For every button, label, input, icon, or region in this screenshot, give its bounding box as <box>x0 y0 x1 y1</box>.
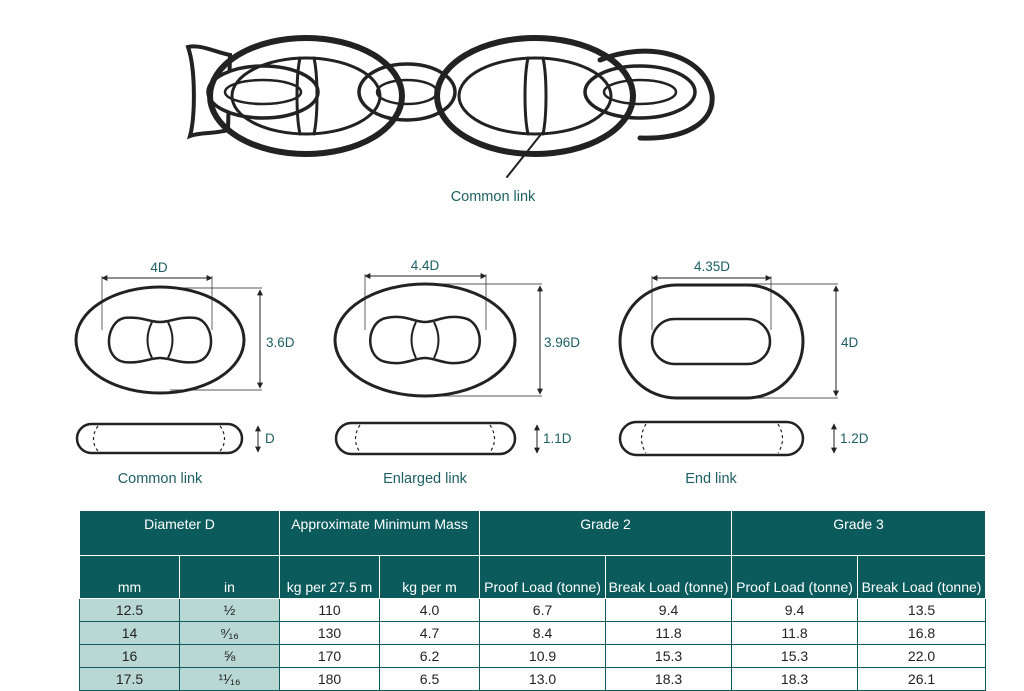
enlarged-width-dim: 4.4D <box>410 258 440 273</box>
cell-g3-break: 13.5 <box>858 599 986 622</box>
cell-in: ⅝ <box>180 645 280 668</box>
cell-in: ¹¹⁄₁₆ <box>180 668 280 691</box>
table-header-group-row <box>80 511 986 556</box>
table-row <box>80 622 986 645</box>
cell-kg27: 110 <box>280 599 380 622</box>
cell-kgm: 6.5 <box>380 668 480 691</box>
diameter-header: Diameter D <box>80 511 280 556</box>
cell-kg27: 180 <box>280 668 380 691</box>
cell-kgm: 4.7 <box>380 622 480 645</box>
cell-g3-proof: 9.4 <box>732 599 858 622</box>
mass-header: Approximate Minimum Mass <box>280 511 480 556</box>
common-height-dim: 3.6D <box>266 335 295 350</box>
table-row <box>80 599 986 622</box>
chain-illustration <box>188 38 712 177</box>
col-g2-break: Break Load (tonne) <box>606 556 732 599</box>
grade3-header: Grade 3 <box>732 511 986 556</box>
end-thickness-dim: 1.2D <box>840 431 869 446</box>
col-g3-proof: Proof Load (tonne) <box>732 556 858 599</box>
table-header-column-row <box>80 556 986 599</box>
end-height-dim: 4D <box>841 335 859 350</box>
cell-g3-break: 16.8 <box>858 622 986 645</box>
chain-spec-table <box>79 510 986 691</box>
grade2-header: Grade 2 <box>480 511 732 556</box>
cell-in: ½ <box>180 599 280 622</box>
cell-kgm: 4.0 <box>380 599 480 622</box>
table-row <box>80 645 986 668</box>
cell-mm: 17.5 <box>80 668 180 691</box>
col-kg-per-m: kg per m <box>380 556 480 599</box>
cell-g2-proof: 10.9 <box>480 645 606 668</box>
col-kg-per-27m: kg per 27.5 m <box>280 556 380 599</box>
cell-g2-proof: 13.0 <box>480 668 606 691</box>
cell-g3-proof: 18.3 <box>732 668 858 691</box>
cell-kg27: 170 <box>280 645 380 668</box>
cell-g2-break: 18.3 <box>606 668 732 691</box>
cell-mm: 16 <box>80 645 180 668</box>
end-width-dim: 4.35D <box>693 259 731 274</box>
common-width-dim: 4D <box>150 260 168 275</box>
common-link-figure <box>76 276 262 453</box>
table-row <box>80 668 986 691</box>
cell-g3-break: 22.0 <box>858 645 986 668</box>
col-g3-break: Break Load (tonne) <box>858 556 986 599</box>
cell-g2-proof: 6.7 <box>480 599 606 622</box>
cell-kgm: 6.2 <box>380 645 480 668</box>
cell-g2-break: 11.8 <box>606 622 732 645</box>
cell-g2-break: 15.3 <box>606 645 732 668</box>
end-link-figure <box>620 276 838 455</box>
cell-mm: 12.5 <box>80 599 180 622</box>
cell-in: ⁹⁄₁₆ <box>180 622 280 645</box>
enlarged-height-dim: 3.96D <box>544 335 581 350</box>
cell-g3-proof: 15.3 <box>732 645 858 668</box>
col-g2-proof: Proof Load (tonne) <box>480 556 606 599</box>
cell-kg27: 130 <box>280 622 380 645</box>
col-in: in <box>180 556 280 599</box>
common-link-caption: Common link <box>117 471 203 487</box>
enlarged-link-caption: Enlarged link <box>383 471 467 487</box>
enlarged-link-figure <box>335 274 542 454</box>
top-common-link-label: Common link <box>450 189 536 205</box>
col-mm: mm <box>80 556 180 599</box>
common-thickness-dim: D <box>265 431 275 446</box>
cell-g3-proof: 11.8 <box>732 622 858 645</box>
enlarged-thickness-dim: 1.1D <box>543 431 572 446</box>
cell-g3-break: 26.1 <box>858 668 986 691</box>
end-link-caption: End link <box>685 471 737 487</box>
cell-g2-break: 9.4 <box>606 599 732 622</box>
cell-g2-proof: 8.4 <box>480 622 606 645</box>
cell-mm: 14 <box>80 622 180 645</box>
